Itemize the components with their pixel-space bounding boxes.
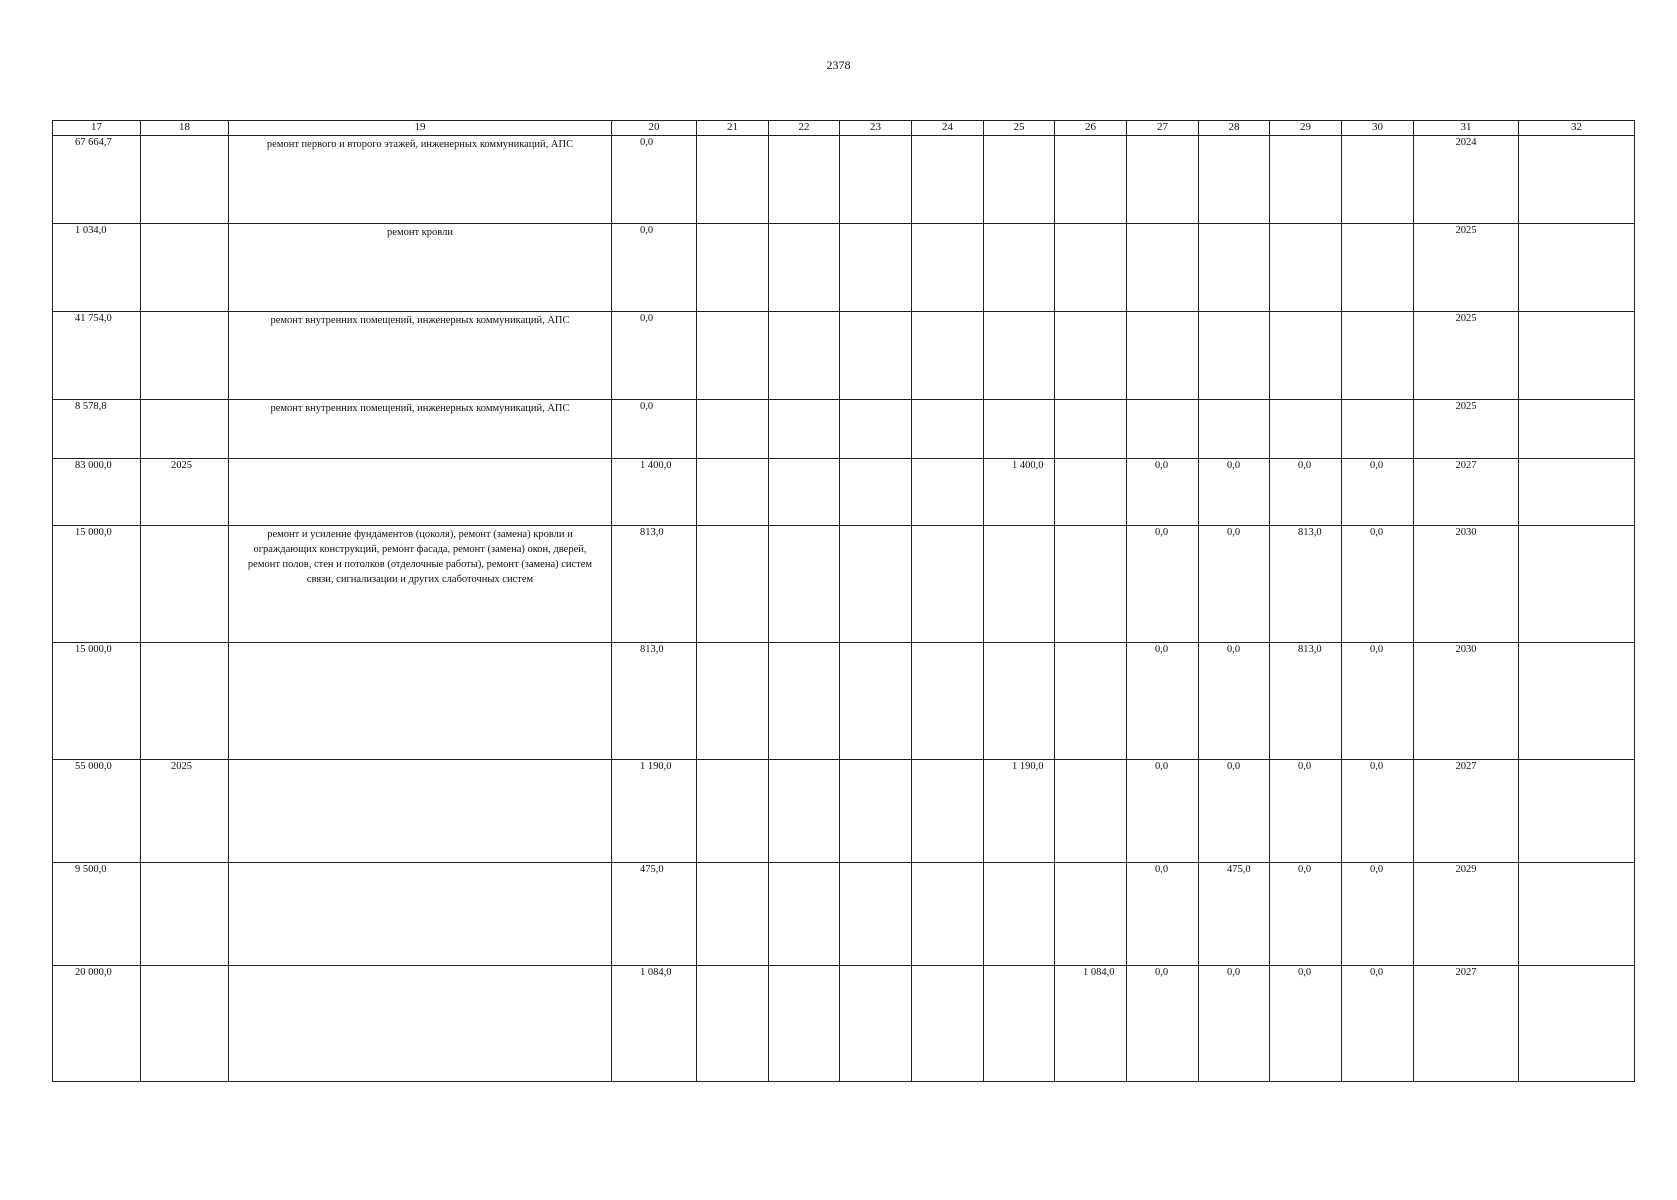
cell-col-18 [141,136,229,224]
cell-col-23 [840,760,912,863]
column-header: 19 [229,121,612,136]
cell-col-21 [697,136,769,224]
cell-col-32 [1519,966,1635,1082]
table-row [53,136,1635,224]
cell-col-23 [840,459,912,526]
cell-col-31: 2029 [1414,863,1519,966]
cell-col-23 [840,312,912,400]
cell-col-24 [912,136,984,224]
cell-col-27: 0,0 [1127,459,1199,526]
header-row [53,121,1635,136]
cell-col-25 [984,312,1055,400]
cell-col-18: 2025 [141,760,229,863]
cell-col-30: 0,0 [1342,643,1414,760]
cell-col-21 [697,760,769,863]
cell-col-22 [769,863,840,966]
cell-col-25 [984,863,1055,966]
cell-col-19 [229,966,612,1082]
cell-col-25 [984,400,1055,459]
cell-col-31: 2024 [1414,136,1519,224]
cell-col-32 [1519,224,1635,312]
cell-col-26 [1055,643,1127,760]
cell-col-26 [1055,863,1127,966]
cell-col-24 [912,863,984,966]
cell-col-22 [769,224,840,312]
column-header: 18 [141,121,229,136]
cell-col-28: 0,0 [1199,966,1270,1082]
cell-col-25 [984,136,1055,224]
cell-col-19 [229,863,612,966]
cell-col-18 [141,863,229,966]
cell-col-30: 0,0 [1342,863,1414,966]
cell-col-18 [141,400,229,459]
table-body [53,136,1635,1082]
column-header: 32 [1519,121,1635,136]
cell-col-22 [769,526,840,643]
cell-col-27: 0,0 [1127,760,1199,863]
cell-col-25 [984,643,1055,760]
cell-col-26 [1055,312,1127,400]
cell-col-29: 0,0 [1270,863,1342,966]
cell-col-24 [912,459,984,526]
cell-col-29: 813,0 [1270,526,1342,643]
cell-col-24 [912,760,984,863]
cell-col-21 [697,863,769,966]
cell-col-26 [1055,400,1127,459]
cell-col-26: 1 084,0 [1055,966,1127,1082]
cell-col-29: 0,0 [1270,459,1342,526]
cell-col-28 [1199,224,1270,312]
cell-col-30: 0,0 [1342,459,1414,526]
cell-col-20: 475,0 [612,863,697,966]
column-header: 26 [1055,121,1127,136]
cell-col-22 [769,312,840,400]
cell-col-23 [840,643,912,760]
cell-col-17: 1 034,0 [53,224,141,312]
cell-col-31: 2025 [1414,224,1519,312]
cell-col-31: 2027 [1414,966,1519,1082]
cell-col-30 [1342,224,1414,312]
cell-col-17: 83 000,0 [53,459,141,526]
cell-col-17: 15 000,0 [53,643,141,760]
cell-col-26 [1055,224,1127,312]
table-row [53,760,1635,863]
cell-col-17: 8 578,8 [53,400,141,459]
cell-col-31: 2025 [1414,312,1519,400]
cell-col-31: 2030 [1414,643,1519,760]
cell-col-28 [1199,400,1270,459]
cell-col-21 [697,224,769,312]
cell-col-19: ремонт первого и второго этажей, инженерных коммуникаций, АПС [229,136,612,224]
cell-col-25 [984,526,1055,643]
cell-col-26 [1055,760,1127,863]
table-row [53,966,1635,1082]
cell-col-20: 0,0 [612,400,697,459]
cell-col-28: 0,0 [1199,643,1270,760]
cell-col-18 [141,224,229,312]
cell-col-18 [141,312,229,400]
cell-col-20: 0,0 [612,224,697,312]
cell-col-29: 0,0 [1270,966,1342,1082]
cell-col-31: 2027 [1414,760,1519,863]
data-table [52,120,1635,1082]
cell-col-22 [769,643,840,760]
cell-col-32 [1519,400,1635,459]
cell-col-29 [1270,312,1342,400]
cell-col-19: ремонт кровли [229,224,612,312]
column-header: 29 [1270,121,1342,136]
cell-col-21 [697,312,769,400]
cell-col-18 [141,643,229,760]
cell-col-27: 0,0 [1127,966,1199,1082]
cell-col-26 [1055,136,1127,224]
cell-col-20: 813,0 [612,526,697,643]
cell-col-27 [1127,400,1199,459]
cell-col-21 [697,459,769,526]
cell-col-28: 475,0 [1199,863,1270,966]
cell-col-32 [1519,863,1635,966]
cell-col-19 [229,643,612,760]
column-header: 22 [769,121,840,136]
cell-col-18 [141,966,229,1082]
cell-col-18: 2025 [141,459,229,526]
cell-col-27: 0,0 [1127,643,1199,760]
cell-col-21 [697,526,769,643]
cell-col-32 [1519,459,1635,526]
data-table-container [52,120,1626,1082]
cell-col-20: 1 190,0 [612,760,697,863]
cell-col-21 [697,400,769,459]
table-row [53,400,1635,459]
cell-col-23 [840,863,912,966]
cell-col-17: 20 000,0 [53,966,141,1082]
cell-col-24 [912,224,984,312]
cell-col-23 [840,136,912,224]
cell-col-31: 2025 [1414,400,1519,459]
cell-col-17: 9 500,0 [53,863,141,966]
column-header: 24 [912,121,984,136]
cell-col-29 [1270,136,1342,224]
cell-col-32 [1519,643,1635,760]
cell-col-24 [912,312,984,400]
cell-col-20: 0,0 [612,136,697,224]
cell-col-18 [141,526,229,643]
cell-col-32 [1519,526,1635,643]
cell-col-22 [769,400,840,459]
cell-col-29: 813,0 [1270,643,1342,760]
cell-col-17: 15 000,0 [53,526,141,643]
cell-col-32 [1519,136,1635,224]
column-header: 27 [1127,121,1199,136]
cell-col-32 [1519,760,1635,863]
cell-col-30: 0,0 [1342,526,1414,643]
cell-col-31: 2030 [1414,526,1519,643]
cell-col-24 [912,966,984,1082]
cell-col-30: 0,0 [1342,760,1414,863]
cell-col-27: 0,0 [1127,526,1199,643]
cell-col-27 [1127,224,1199,312]
column-header: 28 [1199,121,1270,136]
cell-col-20: 1 400,0 [612,459,697,526]
column-header: 17 [53,121,141,136]
cell-col-19: ремонт внутренних помещений, инженерных коммуникаций, АПС [229,400,612,459]
cell-col-28: 0,0 [1199,526,1270,643]
column-header: 30 [1342,121,1414,136]
cell-col-24 [912,643,984,760]
cell-col-17: 55 000,0 [53,760,141,863]
cell-col-29 [1270,400,1342,459]
cell-col-19: ремонт внутренних помещений, инженерных коммуникаций, АПС [229,312,612,400]
cell-col-22 [769,966,840,1082]
table-row [53,526,1635,643]
table-row [53,643,1635,760]
cell-col-17: 41 754,0 [53,312,141,400]
page-number: 2378 [826,58,851,72]
cell-col-27: 0,0 [1127,863,1199,966]
cell-col-28 [1199,136,1270,224]
cell-col-17: 67 664,7 [53,136,141,224]
table-row [53,459,1635,526]
cell-col-25: 1 400,0 [984,459,1055,526]
cell-col-25: 1 190,0 [984,760,1055,863]
cell-col-23 [840,526,912,643]
cell-col-21 [697,643,769,760]
cell-col-19 [229,760,612,863]
cell-col-20: 1 084,0 [612,966,697,1082]
cell-col-24 [912,526,984,643]
cell-col-23 [840,400,912,459]
cell-col-32 [1519,312,1635,400]
cell-col-21 [697,966,769,1082]
cell-col-31: 2027 [1414,459,1519,526]
table-row [53,224,1635,312]
cell-col-23 [840,224,912,312]
cell-col-20: 813,0 [612,643,697,760]
cell-col-30: 0,0 [1342,966,1414,1082]
cell-col-25 [984,224,1055,312]
cell-col-22 [769,760,840,863]
cell-col-30 [1342,400,1414,459]
cell-col-28: 0,0 [1199,459,1270,526]
cell-col-26 [1055,526,1127,643]
cell-col-24 [912,400,984,459]
cell-col-19 [229,459,612,526]
cell-col-29 [1270,224,1342,312]
cell-col-28 [1199,312,1270,400]
cell-col-25 [984,966,1055,1082]
cell-col-27 [1127,136,1199,224]
cell-col-28: 0,0 [1199,760,1270,863]
cell-col-27 [1127,312,1199,400]
column-header: 23 [840,121,912,136]
cell-col-22 [769,459,840,526]
cell-col-30 [1342,136,1414,224]
cell-col-19: ремонт и усиление фундаментов (цоколя), ремонт (замена) кровли и ограждающих конструкций, ремонт фасада, ремонт (замена) окон, дверей, ремонт полов, стен и потолков (отделочные работы), ремонт (замена) систем связи, сигнализации и других слаботочных систем [229,526,612,643]
cell-col-26 [1055,459,1127,526]
column-header: 21 [697,121,769,136]
cell-col-29: 0,0 [1270,760,1342,863]
column-header: 31 [1414,121,1519,136]
cell-col-30 [1342,312,1414,400]
cell-col-20: 0,0 [612,312,697,400]
column-header: 25 [984,121,1055,136]
column-header: 20 [612,121,697,136]
cell-col-23 [840,966,912,1082]
table-row [53,863,1635,966]
cell-col-22 [769,136,840,224]
table-row [53,312,1635,400]
